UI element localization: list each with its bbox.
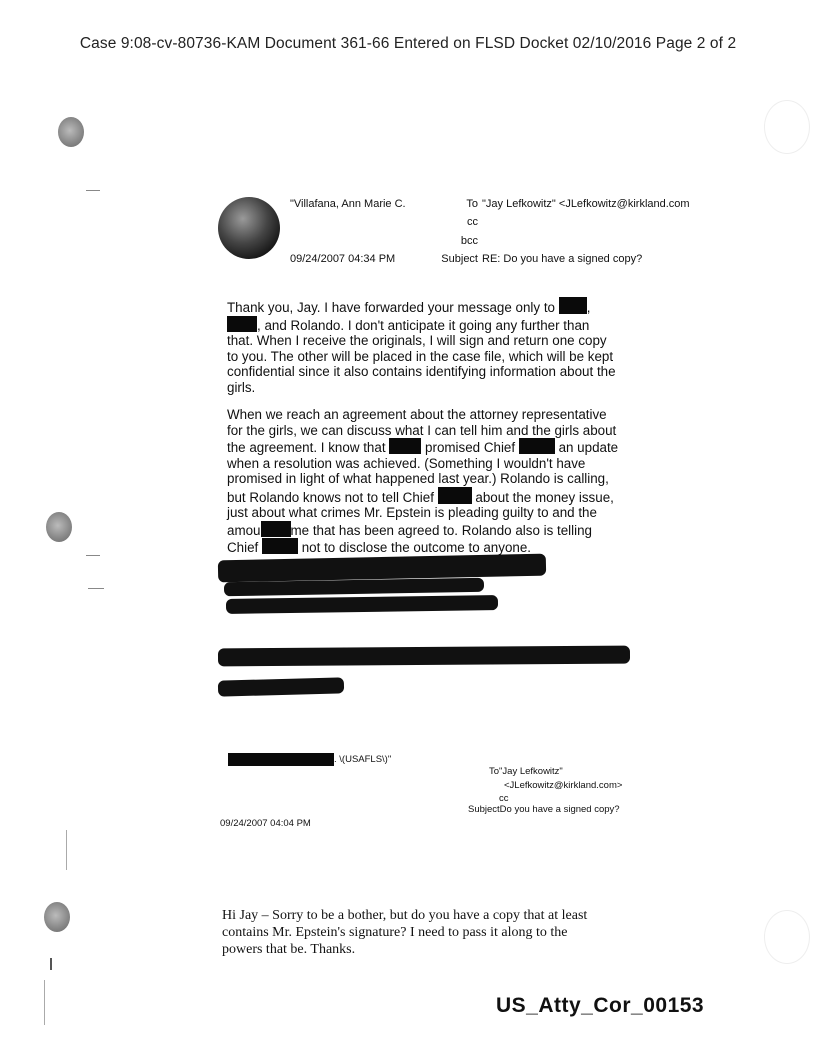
text-line: an update: [558, 440, 619, 455]
subject-value: SubjectDo you have a signed copy?: [468, 804, 620, 815]
text-line: not to disclose the outcome to anyone.: [301, 540, 532, 555]
margin-mark: [40, 958, 52, 970]
email-body-paragraph-1: [227, 297, 627, 395]
bcc-label: bcc: [460, 235, 478, 247]
email-datetime: 09/24/2007 04:04 PM: [220, 818, 311, 829]
margin-line: [44, 980, 45, 1025]
margin-mark: [86, 190, 100, 191]
text-line: Thank you, Jay. I have forwarded your message only to: [227, 300, 555, 315]
text-line: girls.: [227, 379, 256, 395]
margin-mark: [88, 588, 104, 589]
punch-hole-bottom: [44, 902, 70, 932]
text-line: ,: [586, 300, 591, 315]
redaction: [389, 438, 421, 454]
to-value: To"Jay Lefkowitz": [489, 766, 563, 777]
text-line: , and Rolando. I don't anticipate it going any further than: [257, 317, 590, 333]
redaction-scribble: [218, 646, 630, 667]
to-label: To: [466, 198, 478, 210]
subject-value: RE: Do you have a signed copy?: [482, 253, 643, 265]
text-line: to you. The other will be placed in the case file, which will be kept: [227, 348, 614, 364]
text-line: Hi Jay – Sorry to be a bother, but do you have a copy that at least: [222, 908, 588, 923]
redaction: [227, 316, 257, 332]
faint-punch-hole: [764, 100, 810, 154]
redaction: [438, 487, 472, 504]
margin-line: [66, 830, 67, 870]
to-value: "Jay Lefkowitz" <JLefkowitz@kirkland.com: [482, 198, 690, 210]
text-line: confidential since it also contains identifying information about the: [227, 364, 616, 379]
cc-label: cc: [499, 793, 509, 804]
text-line: just about what crimes Mr. Epstein is pleading guilty to and the: [227, 505, 597, 520]
text-line: but Rolando knows not to tell Chief: [227, 489, 434, 505]
subject-label: Subject: [441, 253, 478, 265]
redaction-scribble: [218, 677, 344, 696]
email-datetime: 09/24/2007 04:34 PM: [290, 253, 396, 265]
redaction: [228, 753, 334, 766]
text-line: promised Chief: [425, 440, 516, 455]
redaction-scribble: [218, 554, 546, 583]
sender-avatar: [218, 197, 280, 259]
text-line: me that has been agreed to. Rolando also is telling: [290, 522, 592, 538]
bates-number: US_Atty_Cor_00153: [496, 994, 705, 1017]
text-line: the agreement. I know that: [227, 440, 386, 455]
redaction: [261, 521, 291, 537]
redaction: [262, 538, 298, 554]
text-line: when a resolution was achieved. (Something I wouldn't have: [227, 455, 586, 471]
sender-name: "Villafana, Ann Marie C.: [290, 198, 406, 210]
text-line: about the money issue,: [475, 489, 614, 505]
redaction: [559, 297, 587, 314]
court-header: Case 9:08-cv-80736-KAM Document 361-66 Entered on FLSD Docket 02/10/2016 Page 2 of 2: [79, 35, 737, 52]
text-line: promised in light of what happened last year.) Rolando is calling,: [227, 471, 609, 486]
text-line: powers that be. Thanks.: [222, 942, 356, 957]
text-line: When we reach an agreement about the attorney representative: [227, 407, 607, 422]
faint-punch-hole: [764, 910, 810, 964]
margin-mark: [86, 555, 100, 556]
redaction: [519, 438, 555, 454]
redaction-scribble: [226, 595, 498, 614]
sender-suffix: . \(USAFLS\)": [334, 754, 392, 765]
text-line: for the girls, we can discuss what I can tell him and the girls about: [227, 422, 617, 438]
text-line: contains Mr. Epstein's signature? I need to pass it along to the: [222, 925, 568, 940]
text-line: that. When I receive the originals, I will sign and return one copy: [227, 333, 607, 348]
to-address: <JLefkowitz@kirkland.com>: [504, 780, 623, 791]
cc-label: cc: [467, 216, 478, 228]
text-line: amou: [227, 522, 261, 538]
email-body-original: [222, 907, 662, 958]
email-body-paragraph-2: [227, 407, 627, 556]
punch-hole-middle: [46, 512, 72, 542]
text-line: Chief: [227, 540, 259, 555]
punch-hole-top: [58, 117, 84, 147]
